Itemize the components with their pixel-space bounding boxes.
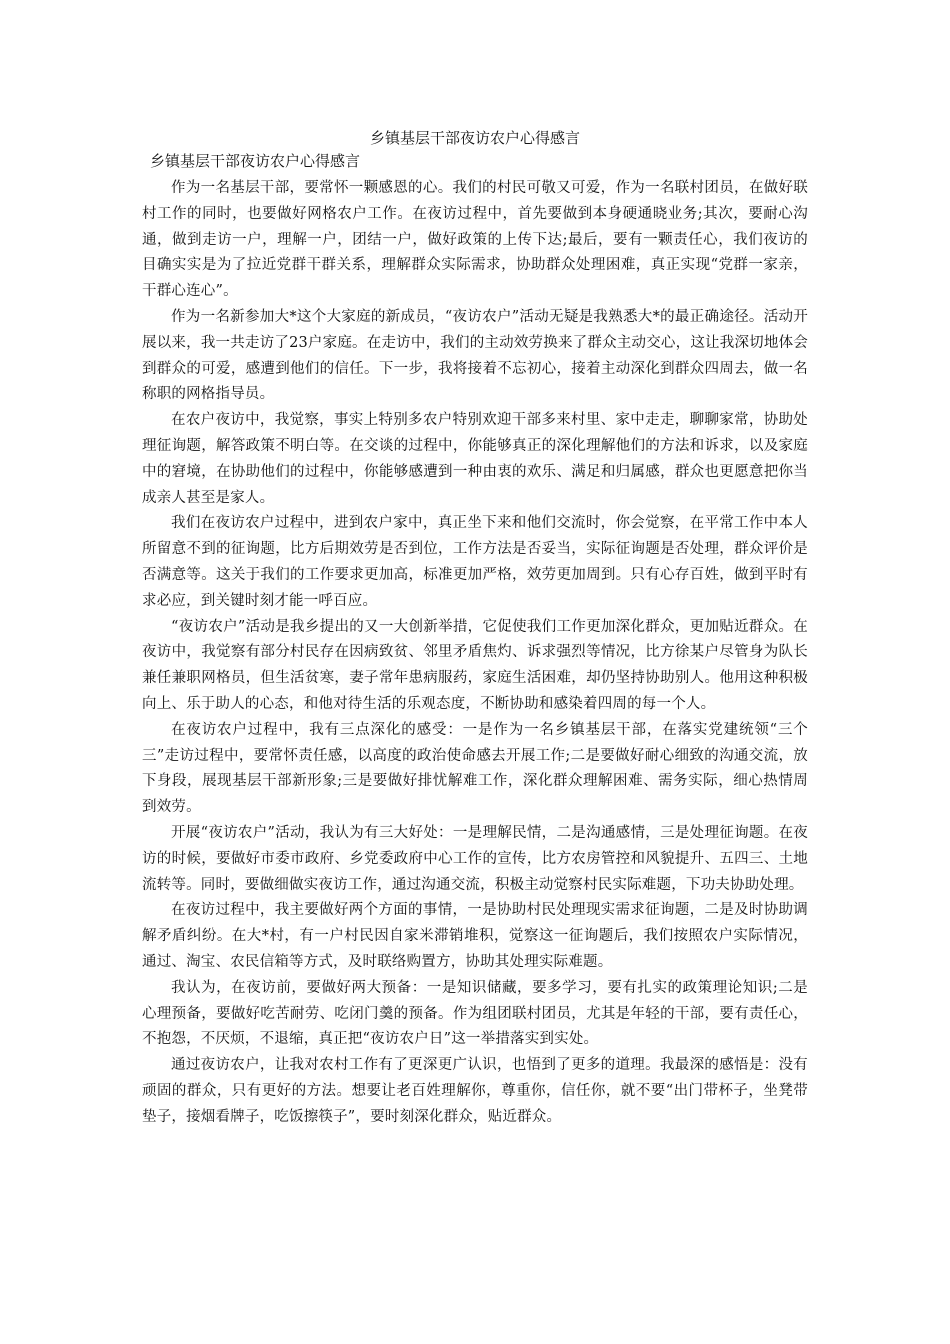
paragraph-9: 我认为，在夜访前，要做好两大预备：一是知识储藏，要多学习，要有扎实的政策理论知识;二是心理预备，要做好吃苦耐劳、吃闭门羹的预备。作为组团联村团员，尤其是年轻的干部，要有责任心，不抱怨，不厌烦，不退缩，真正把“夜访农户日”这一举措落实到实处。 — [142, 979, 808, 1048]
paragraph-7: 开展“夜访农户”活动，我认为有三大好处：一是理解民情，二是沟通感情，三是处理征询题。在夜访的时候，要做好市委市政府、乡党委政府中心工作的宣传，比方农房管控和风貌提升、五四三、土地流转等。同时，要做细做实夜访工作，通过沟通交流，积极主动觉察村民实际难题，下功夫协助处理。 — [142, 824, 808, 893]
paragraph-2: 作为一名新参加大*这个大家庭的新成员，“夜访农户”活动无疑是我熟悉大*的最正确途径。活动开展以来，我一共走访了23户家庭。在走访中，我们的主动效劳换来了群众主动交心，这让我深切地体会到群众的可爱，感遭到他们的信任。下一步，我将接着不忘初心，接着主动深化到群众四周去，做一名称职的网格指导员。 — [142, 308, 808, 403]
paragraph-6: 在夜访农户过程中，我有三点深化的感受：一是作为一名乡镇基层干部，在落实党建统领“三个三”走访过程中，要常怀责任感，以高度的政治使命感去开展工作;二是要做好耐心细致的沟通交流，放下身段，展现基层干部新形象;三是要做好排忧解难工作，深化群众理解困难、需务实际，细心热情周到效劳。 — [142, 721, 808, 816]
document-subtitle: 乡镇基层干部夜访农户心得感言 — [150, 152, 361, 170]
document-title: 乡镇基层干部夜访农户心得感言 — [369, 129, 580, 147]
paragraph-1: 作为一名基层干部，要常怀一颗感恩的心。我们的村民可敬又可爱，作为一名联村团员，在做好联村工作的同时，也要做好网格农户工作。在夜访过程中，首先要做到本身硬通晓业务;其次，要耐心沟通，做到走访一户，理解一户，团结一户，做好政策的上传下达;最后，要有一颗责任心，我们夜访的目确实实是为了拉近党群干群关系，理解群众实际需求，协助群众处理困难，真正实现“党群一家亲，干群心连心”。 — [142, 180, 808, 300]
paragraph-8: 在夜访过程中，我主要做好两个方面的事情，一是协助村民处理现实需求征询题，二是及时协助调解矛盾纠纷。在大*村，有一户村民因自家米滞销堆积，觉察这一征询题后，我们按照农户实际情况，通过、淘宝、农民信箱等方式，及时联络购置方，协助其处理实际难题。 — [142, 902, 808, 970]
document-body — [142, 151, 808, 1130]
paragraph-10: 通过夜访农户，让我对农村工作有了更深更广认识，也悟到了更多的道理。我最深的感悟是：没有顽固的群众，只有更好的方法。想要让老百姓理解你，尊重你，信任你，就不要“出门带杯子，坐凳带垫子，接烟看牌子，吃饭擦筷子”，要时刻深化群众，贴近群众。 — [142, 1057, 808, 1125]
paragraph-3: 在农户夜访中，我觉察，事实上特别多农户特别欢迎干部多来村里、家中走走，聊聊家常，协助处理征询题，解答政策不明白等。在交谈的过程中，你能够真正的深化理解他们的方法和诉求，以及家庭中的窘境，在协助他们的过程中，你能够感遭到一种由衷的欢乐、满足和归属感，群众也更愿意把你当成亲人甚至是家人。 — [142, 412, 808, 506]
paragraph-4: 我们在夜访农户过程中，进到农户家中，真正坐下来和他们交流时，你会觉察，在平常工作中本人所留意不到的征询题，比方后期效劳是否到位，工作方法是否妥当，实际征询题是否处理，群众评价是否满意等。这关于我们的工作要求更加高，标准更加严格，效劳更加周到。只有心存百姓，做到平时有求必应，到关键时刻才能一呼百应。 — [142, 515, 808, 609]
paragraph-5: “夜访农户”活动是我乡提出的又一大创新举措，它促使我们工作更加深化群众，更加贴近群众。在夜访中，我觉察有部分村民存在因病致贫、邻里矛盾焦灼、诉求强烈等情况，比方徐某户尽管身为队长兼任兼职网格员，但生活贫寒，妻子常年患病服药，家庭生活困难，却仍坚持协助别人。他用这种积极向上、乐于助人的心态，和他对待生活的乐观态度，不断协助和感染着四周的每一个人。 — [142, 618, 808, 712]
